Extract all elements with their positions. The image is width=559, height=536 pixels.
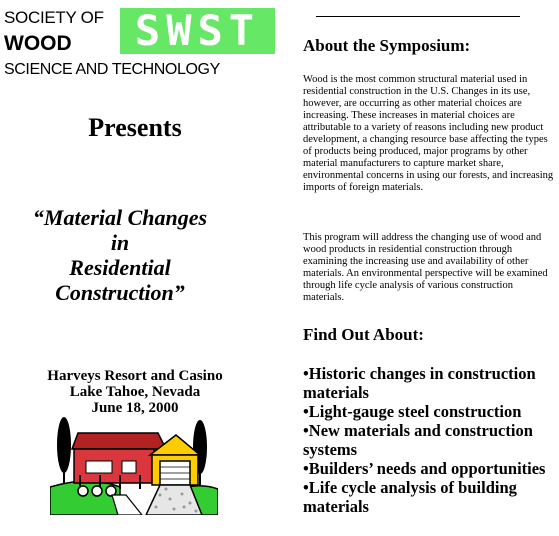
logo-line-society: SOCIETY OF — [4, 8, 104, 27]
title-line: Construction” — [55, 280, 185, 305]
list-item: •New materials and construction systems — [303, 421, 533, 459]
list-item: •Life cycle analysis of building materials — [303, 478, 517, 516]
logo-line-wood: WOOD — [4, 32, 72, 55]
venue-location: Lake Tahoe, Nevada — [69, 384, 201, 400]
venue-block — [0, 368, 270, 416]
topic-list — [303, 364, 559, 516]
list-item: •Light-gauge steel construction — [303, 402, 522, 421]
swst-badge: SWST — [120, 8, 275, 54]
logo-line-science: SCIENCE AND TECHNOLOGY — [4, 61, 220, 78]
symposium-title — [0, 205, 240, 305]
title-line: Residential — [69, 255, 171, 280]
venue-name: Harveys Resort and Casino — [47, 368, 223, 384]
title-line: in — [110, 230, 130, 255]
list-item: •Builders’ needs and opportunities — [303, 459, 546, 478]
title-line: “Material Changes — [32, 205, 208, 230]
event-date: June 18, 2000 — [91, 400, 179, 416]
about-paragraph-1: Wood is the most common structural material used in residential construction in the U.S. Changes in its use, however, are occurring as other material choices are increasing. These increases in material choices are attributable to a variety of reasons including new product development, a changing resource base affecting the types of products being produced, major programs by other material manufacturers to capture market share, environmental concerns in using our forests, and increasing imports of foreign materials. — [303, 74, 554, 193]
about-paragraph-2: This program will address the changing use of wood and wood products in residential construction through examining the increasing use and availability of other materials. An environmental perspective will be examined through life cycle analysis of various construction materials. — [303, 232, 548, 303]
top-divider — [316, 16, 520, 17]
about-heading: About the Symposium: — [303, 36, 471, 55]
presents-heading: Presents — [88, 113, 182, 142]
house-illustration-icon — [50, 415, 218, 515]
find-out-heading: Find Out About: — [303, 325, 424, 344]
list-item: •Historic changes in construction materials — [303, 364, 536, 402]
